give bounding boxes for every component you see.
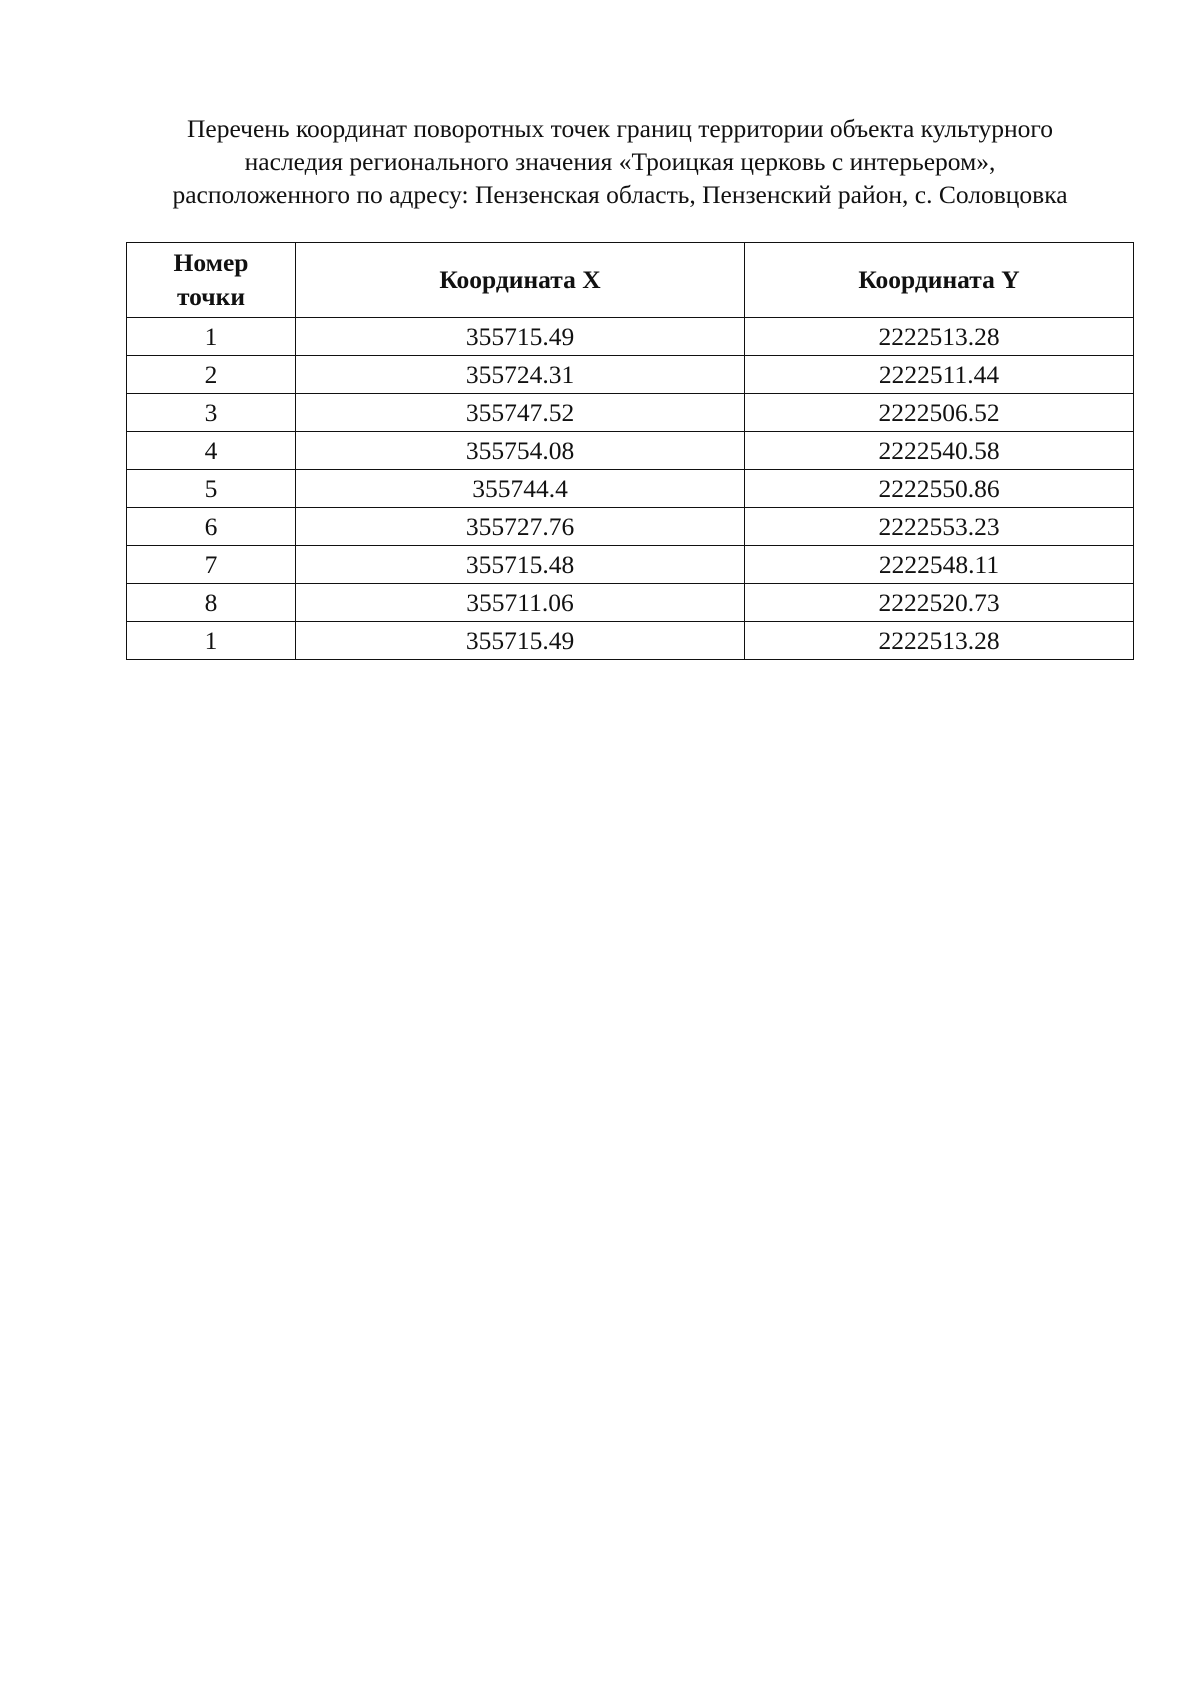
point-number-cell: 7 bbox=[127, 546, 296, 584]
coordinate-x-cell: 355715.49 bbox=[296, 318, 745, 356]
table-row bbox=[127, 394, 1134, 432]
coordinate-x-cell: 355715.48 bbox=[296, 546, 745, 584]
document-title bbox=[110, 112, 1130, 211]
title-line: расположенного по адресу: Пензенская область, Пензенский район, с. Соловцовка bbox=[172, 180, 1068, 209]
coordinate-x-cell: 355747.52 bbox=[296, 394, 745, 432]
point-number-cell: 6 bbox=[127, 508, 296, 546]
coordinate-x-cell: 355711.06 bbox=[296, 584, 745, 622]
point-number-cell: 1 bbox=[127, 622, 296, 660]
table-row bbox=[127, 508, 1134, 546]
coordinate-x-cell: 355754.08 bbox=[296, 432, 745, 470]
header-coordinate-x: Координата X bbox=[296, 243, 745, 318]
header-point-number bbox=[127, 243, 296, 318]
table-row bbox=[127, 622, 1134, 660]
table-row bbox=[127, 356, 1134, 394]
coordinate-x-cell: 355727.76 bbox=[296, 508, 745, 546]
coordinate-y-cell: 2222513.28 bbox=[745, 622, 1134, 660]
coordinate-y-cell: 2222511.44 bbox=[745, 356, 1134, 394]
coordinate-y-cell: 2222548.11 bbox=[745, 546, 1134, 584]
header-point-number-label: Номер точки bbox=[173, 248, 249, 311]
title-line: Перечень координат поворотных точек границ территории объекта культурного bbox=[187, 114, 1053, 143]
title-line: наследия регионального значения «Троицкая церковь с интерьером», bbox=[244, 147, 996, 176]
coordinate-y-cell: 2222540.58 bbox=[745, 432, 1134, 470]
point-number-cell: 8 bbox=[127, 584, 296, 622]
coordinate-y-cell: 2222553.23 bbox=[745, 508, 1134, 546]
point-number-cell: 1 bbox=[127, 318, 296, 356]
coordinate-y-cell: 2222506.52 bbox=[745, 394, 1134, 432]
header-coordinate-y: Координата Y bbox=[745, 243, 1134, 318]
table-row bbox=[127, 432, 1134, 470]
point-number-cell: 3 bbox=[127, 394, 296, 432]
coordinate-x-cell: 355724.31 bbox=[296, 356, 745, 394]
table-row bbox=[127, 546, 1134, 584]
table-header-row bbox=[127, 243, 1134, 318]
coordinates-table bbox=[126, 242, 1134, 660]
table-row bbox=[127, 470, 1134, 508]
point-number-cell: 5 bbox=[127, 470, 296, 508]
table-row bbox=[127, 584, 1134, 622]
coordinate-x-cell: 355744.4 bbox=[296, 470, 745, 508]
coordinate-y-cell: 2222520.73 bbox=[745, 584, 1134, 622]
coordinate-y-cell: 2222550.86 bbox=[745, 470, 1134, 508]
coordinate-y-cell: 2222513.28 bbox=[745, 318, 1134, 356]
table-row bbox=[127, 318, 1134, 356]
point-number-cell: 4 bbox=[127, 432, 296, 470]
coordinate-x-cell: 355715.49 bbox=[296, 622, 745, 660]
point-number-cell: 2 bbox=[127, 356, 296, 394]
